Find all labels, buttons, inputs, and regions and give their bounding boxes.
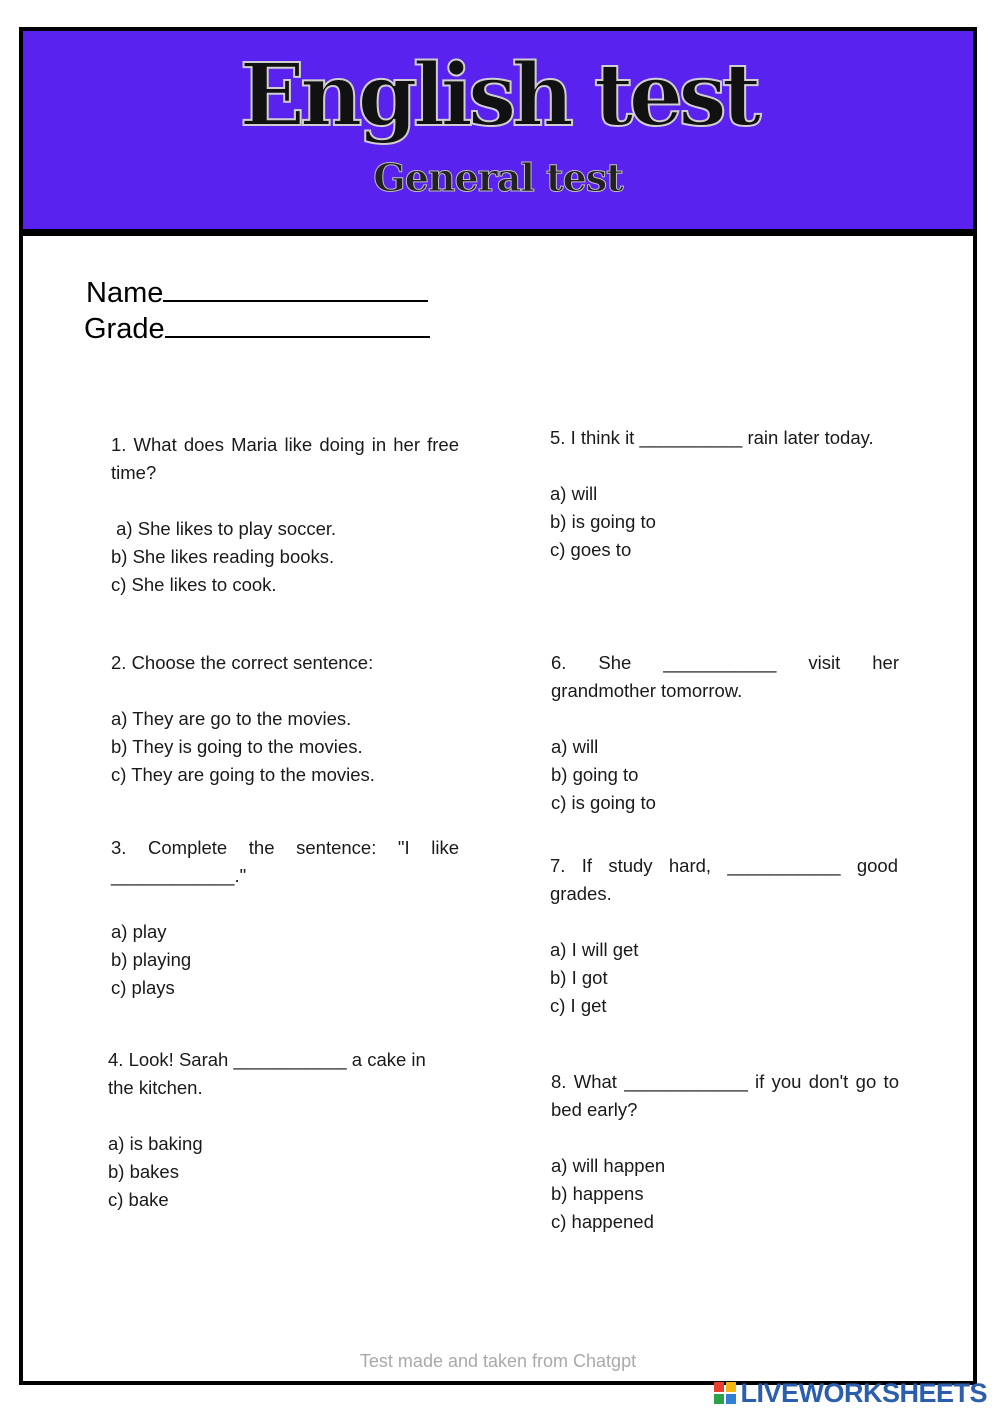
name-blank-line[interactable] — [163, 274, 428, 302]
question-stem: 3. Complete the sentence: "I like ____________." — [111, 837, 459, 886]
grade-label: Grade — [84, 313, 165, 345]
page-title: English test — [239, 45, 757, 146]
option-b: b) is going to — [550, 511, 656, 532]
option-b: b) She likes reading books. — [111, 546, 335, 567]
option-a: a) They are go to the movies. — [111, 708, 352, 729]
option-c: c) I get — [550, 995, 607, 1016]
grade-blank-line[interactable] — [165, 310, 430, 338]
footer-credit: Test made and taken from Chatgpt — [359, 1351, 637, 1371]
grade-field — [84, 310, 430, 344]
option-a: a) will — [551, 736, 599, 757]
liveworksheets-brand[interactable] — [714, 1378, 987, 1408]
question-3 — [111, 834, 459, 1002]
header-banner — [23, 31, 973, 236]
option-c: c) She likes to cook. — [111, 574, 277, 595]
question-stem: 7. If study hard, ___________ good grades. — [550, 855, 898, 904]
option-b: b) bakes — [108, 1161, 179, 1182]
question-stem: 5. I think it __________ rain later today. — [550, 427, 874, 448]
option-b: b) I got — [550, 967, 608, 988]
option-c: c) happened — [551, 1211, 654, 1232]
option-a: a) is baking — [108, 1133, 203, 1154]
option-a: a) will happen — [551, 1155, 666, 1176]
worksheet-frame — [19, 27, 977, 1385]
option-c: c) plays — [111, 977, 175, 998]
option-c: c) goes to — [550, 539, 632, 560]
option-b: b) going to — [551, 764, 639, 785]
option-b: b) playing — [111, 949, 192, 970]
liveworksheets-logo-icon — [714, 1382, 736, 1404]
option-c: c) They are going to the movies. — [111, 764, 375, 785]
question-stem: 2. Choose the correct sentence: — [111, 652, 374, 673]
option-c: c) is going to — [551, 792, 656, 813]
option-b: b) They is going to the movies. — [111, 736, 363, 757]
question-5 — [550, 424, 898, 564]
question-7 — [550, 852, 898, 1020]
option-c: c) bake — [108, 1189, 169, 1210]
option-a: a) I will get — [550, 939, 639, 960]
name-field — [86, 274, 428, 308]
question-8 — [551, 1068, 899, 1236]
question-4 — [108, 1046, 456, 1214]
question-stem: 4. Look! Sarah ___________ a cake in the kitchen. — [108, 1049, 426, 1098]
option-a: a) play — [111, 921, 167, 942]
page-subtitle: General test — [373, 155, 623, 200]
option-b: b) happens — [551, 1183, 644, 1204]
question-stem: 1. What does Maria like doing in her free time? — [111, 434, 459, 483]
option-a: a) She likes to play soccer. — [111, 518, 337, 539]
option-a: a) will — [550, 483, 598, 504]
name-label: Name — [86, 277, 164, 309]
question-2 — [111, 649, 459, 789]
question-stem: 8. What ____________ if you don't go to bed early? — [551, 1071, 899, 1120]
brand-wordmark: LIVEWORKSHEETS — [740, 1377, 987, 1408]
question-stem: 6. She ___________ visit her grandmother tomorrow. — [551, 652, 899, 701]
question-1 — [111, 431, 459, 599]
question-6 — [551, 649, 899, 817]
